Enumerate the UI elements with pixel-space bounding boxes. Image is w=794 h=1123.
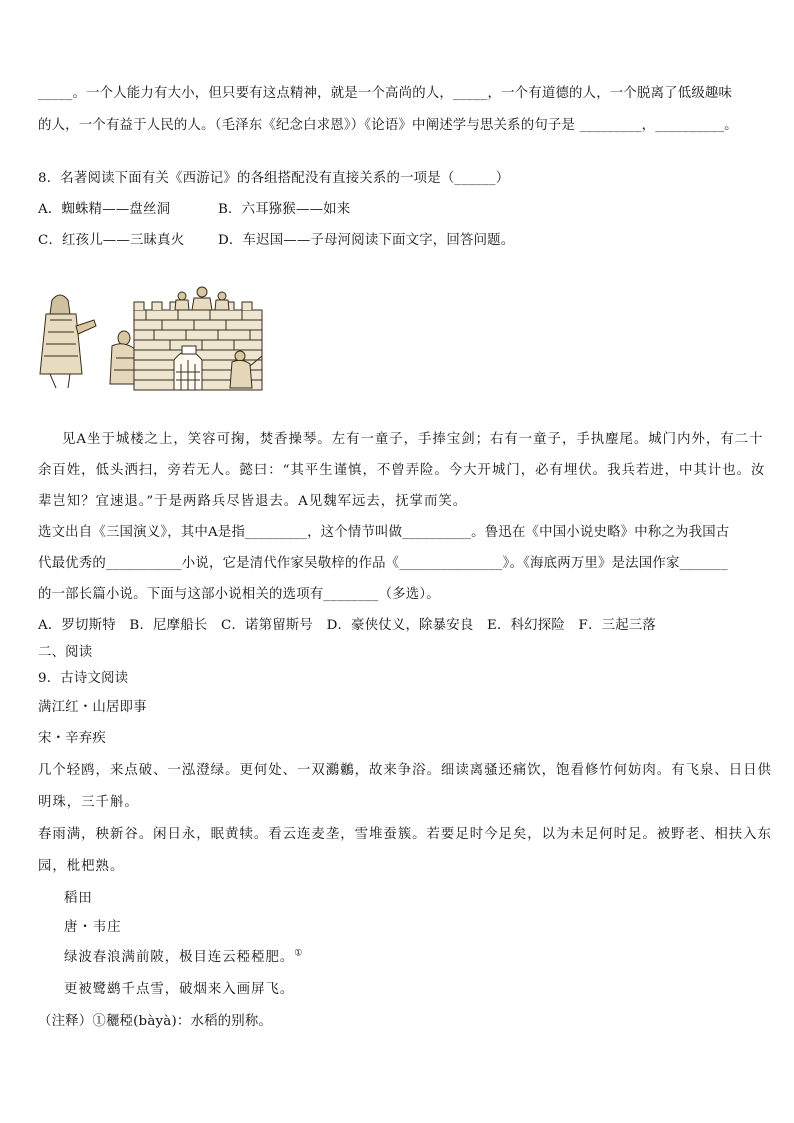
poem2-note: （注释）①穲稏(bàyà)：水稻的别称。 [38, 1014, 273, 1029]
q8b-options: A．罗切斯特 B．尼摩船长 C．诺第留斯号 D．豪侠仗义，除暴安良 E．科幻探险 F．三起三落 [38, 618, 656, 633]
poem2-line-1 [64, 946, 303, 965]
poem2-author: 唐・韦庄 [64, 920, 122, 935]
q8-stem: 8．名著阅读下面有关《西游记》的各组搭配没有直接关系的一项是（______） [38, 171, 510, 186]
poem1-author: 宋・辛弃疾 [38, 731, 106, 746]
section-heading: 二、阅读 [38, 645, 93, 660]
q7-line-2: 的人，一个有益于人民的人。（毛泽东《纪念白求恩》）《论语》中阐述学与思关系的句子是 _________，__________。 [38, 118, 738, 133]
q8-option-a: A．蜘蛛精——盘丝洞 [38, 202, 171, 217]
poem2-line-1-text: 绿波春浪满前陂，极目连云稏稏肥。 [64, 950, 295, 965]
q8b-line-2: 代最优秀的___________小说，它是清代作家吴敬梓的作品《_______________》。《海底两万里》是法国作家_______ [38, 556, 728, 571]
poem1-line-3: 春雨满，秧新谷。闲日永，眠黄犊。看云连麦垄，雪堆蚕簇。若要足时今足矣，以为未足何时足。被野老、相扶入东 [38, 827, 772, 842]
passage-line-3: 辈岂知？宜速退。”于是两路兵尽皆退去。A见魏军远去，抚掌而笑。 [38, 494, 468, 509]
footnote-marker: ① [294, 948, 304, 959]
q9-title: 9．古诗文阅读 [38, 671, 129, 686]
q8-option-c: C．红孩儿——三昧真火 [38, 233, 185, 248]
poem2-line-2: 更被鹭鹚千点雪，破烟来入画屏飞。 [64, 982, 295, 997]
passage-line-2: 余百姓，低头洒扫，旁若无人。懿曰：“其平生谨慎，不曾弄险。今大开城门，必有埋伏。我兵若进，中其计也。汝 [38, 463, 766, 478]
poem1-line-4: 园，枇杷熟。 [38, 859, 125, 874]
poem1-line-1: 几个轻鸥，来点破、一泓澄绿。更何处、一双鸂鶒，故来争浴。细读离骚还痛饮，饱看修竹何妨肉。有飞泉、日日供 [38, 763, 772, 778]
poem1-title: 满江红・山居即事 [38, 700, 147, 715]
poem1-line-2: 明珠，三千斛。 [38, 795, 139, 810]
poem2-title: 稻田 [64, 891, 93, 906]
q8b-line-3: 的一部长篇小说。下面与这部小说相关的选项有________（多选）。 [38, 587, 440, 602]
q7-line-1: _____。一个人能力有大小，但只要有这点精神，就是一个高尚的人，_____，一个有道德的人，一个脱离了低级趣味 [38, 86, 733, 101]
q8-option-d: D．车迟国——子母河阅读下面文字，回答问题。 [218, 233, 515, 248]
q8b-line-1: 选文出自《三国演义》，其中A是指_________，这个情节叫做__________。鲁迅在《中国小说史略》中称之为我国古 [38, 525, 730, 540]
q8-option-b: B．六耳猕猴——如来 [218, 202, 351, 217]
passage-line-1: 见A坐于城楼之上，笑容可掬，焚香操琴。左有一童子，手捧宝剑；右有一童子，手执麈尾。城门内外，有二十 [62, 432, 764, 447]
city-wall-illustration [36, 280, 268, 398]
